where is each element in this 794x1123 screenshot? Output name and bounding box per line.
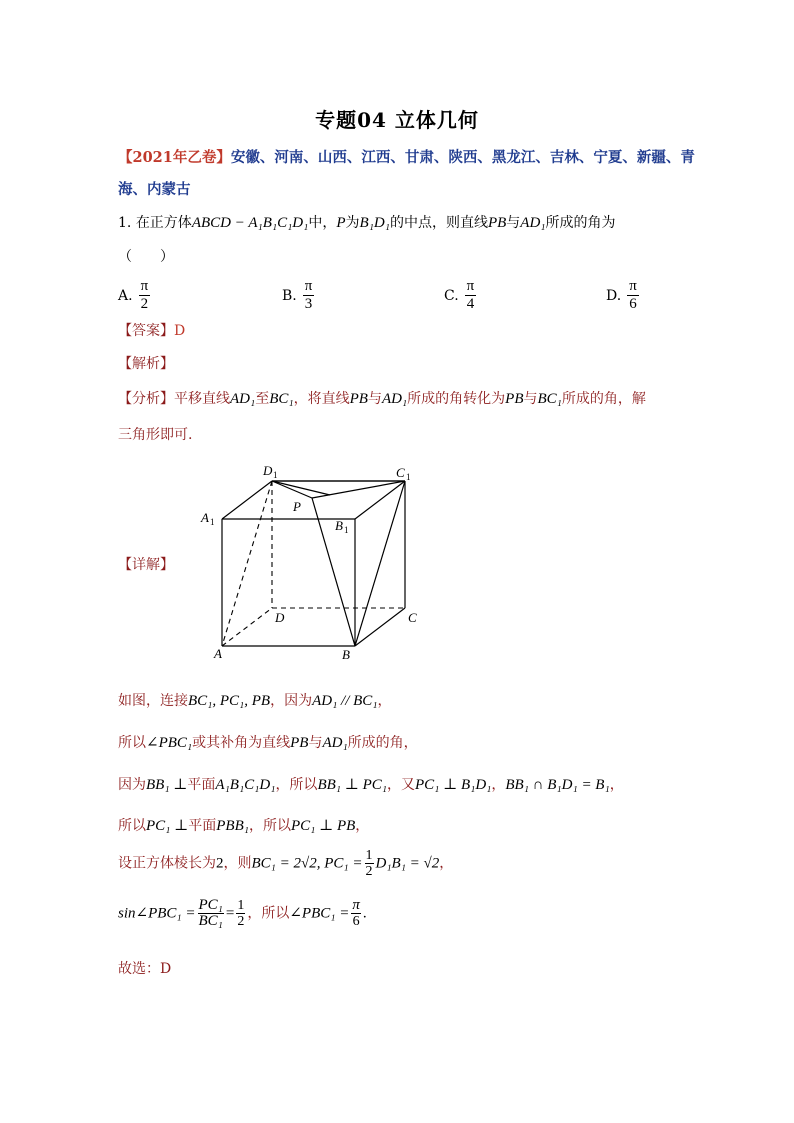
math-period: . — [362, 905, 367, 922]
fraction-numerator: π — [304, 278, 313, 294]
cube-figure — [195, 455, 435, 665]
analysis-text: 至 — [255, 391, 270, 407]
math-segment: B₁D₁ — [359, 215, 390, 231]
solution-line6 — [118, 898, 367, 929]
math-expr: BC₁, PC₁, PB — [188, 693, 271, 709]
label-p: P — [293, 499, 301, 514]
fraction-denominator: 6 — [629, 296, 637, 312]
solution-text: 因为 — [118, 777, 146, 793]
exam-source-tag: 【2021年乙卷】 — [118, 149, 231, 166]
fraction-denominator: BC₁ — [198, 913, 223, 929]
question-paren: （ ） — [118, 249, 174, 265]
label-a1-sub: 1 — [210, 517, 215, 527]
fraction-denominator: 6 — [352, 914, 360, 929]
segment-p-c1 — [312, 481, 405, 498]
answer-line — [118, 320, 185, 340]
math-line: PB — [487, 215, 507, 231]
solution-text: ，则 — [223, 855, 252, 872]
label-c: C — [408, 610, 417, 625]
question-stem — [118, 212, 616, 232]
solution-line1 — [118, 690, 392, 710]
fraction-numerator: π — [629, 278, 637, 294]
math-line: AD₁ — [520, 215, 546, 231]
option-c — [444, 278, 476, 313]
math-equals: = — [225, 905, 235, 922]
math-line: BC₁ — [269, 391, 294, 407]
solution-text: 所以 — [118, 735, 146, 751]
math-expr: PC₁ ⊥ B₁D₁ — [414, 777, 492, 793]
label-b1: B — [335, 518, 343, 533]
solution-line4 — [118, 815, 369, 835]
math-line: BC₁ — [537, 391, 562, 407]
option-letter: A. — [118, 287, 133, 304]
analysis-text: 与 — [367, 391, 382, 407]
fraction-pc1-bc1 — [198, 898, 224, 929]
solution-text: ，又 — [386, 777, 415, 793]
answer-tag: 【答案】 — [118, 323, 174, 339]
math-number: 2 — [216, 855, 224, 872]
math-expr: BC₁ = 2√2, PC₁ = — [251, 855, 363, 872]
solution-text: ，因为 — [270, 693, 313, 709]
label-d1: D — [263, 463, 273, 478]
label-c1: C — [396, 465, 405, 480]
math-expr: BB₁ ⊥ PC₁ — [317, 777, 387, 793]
option-fraction — [627, 278, 639, 313]
analysis-text: 与 — [523, 391, 538, 407]
fraction-pi-six — [351, 898, 361, 929]
math-expr: BB₁ ⊥ — [146, 777, 188, 793]
solution-text: ， — [609, 777, 624, 793]
option-fraction — [465, 278, 477, 313]
exam-source-line1 — [118, 146, 695, 167]
math-expr: sin∠PBC₁ = — [118, 905, 196, 922]
solution-text: ， — [355, 818, 370, 834]
analysis-text: ，将直线 — [293, 391, 350, 407]
fraction-denominator: 3 — [304, 296, 313, 312]
fraction-denominator: 2 — [237, 914, 245, 929]
analysis-text: 所成的角转化为 — [407, 391, 506, 407]
math-line: PB — [505, 391, 524, 407]
fraction-half — [365, 848, 374, 879]
option-letter: D. — [606, 287, 622, 304]
math-expr: PBB₁ — [216, 818, 249, 834]
option-d — [606, 278, 639, 313]
label-d: D — [275, 610, 285, 625]
solution-text: ， — [377, 693, 392, 709]
question-number: 1. — [118, 215, 132, 231]
fraction-numerator: π — [352, 897, 360, 913]
math-expr: ∠PBC₁ — [146, 735, 193, 751]
solution-text: 如图，连接 — [118, 693, 188, 709]
solution-text: 所以 — [118, 818, 146, 834]
solution-text: 设正方体棱长为 — [118, 855, 216, 872]
detail-tag: 【详解】 — [118, 557, 174, 573]
solution-text: 或其补角为直线 — [192, 735, 291, 751]
solution-text: 平面 — [187, 777, 216, 793]
math-line: PB — [349, 391, 368, 407]
math-line: AD₁ — [230, 391, 256, 407]
label-c1-sub: 1 — [406, 472, 411, 482]
option-fraction — [139, 278, 151, 313]
math-expr: ∠PBC₁ = — [289, 905, 350, 922]
solution-text: ，所以 — [275, 777, 318, 793]
math-expr: PB — [290, 735, 309, 751]
analysis-subtag: 【分析】 — [118, 391, 174, 407]
fraction-one-half — [236, 898, 245, 929]
solution-text: 所成的角， — [347, 735, 418, 751]
math-expr: D₁B₁ = √2 — [375, 855, 440, 872]
analysis-line1 — [118, 388, 646, 408]
solution-text: 与 — [308, 735, 323, 751]
option-b — [282, 278, 314, 313]
exam-regions: 安徽、河南、山西、江西、甘肃、陕西、黑龙江、吉林、宁夏、新疆、青 — [230, 149, 695, 166]
label-a: A — [214, 646, 222, 661]
fraction-numerator: 1 — [365, 848, 373, 863]
solution-text: ， — [491, 777, 506, 793]
edge-b-c — [355, 608, 405, 646]
segment-c1-b — [355, 481, 405, 646]
fraction-numerator: π — [466, 278, 475, 294]
page-title: 专题04 立体几何 — [315, 108, 479, 132]
analysis-line2: 三角形即可. — [118, 427, 193, 443]
option-fraction — [303, 278, 315, 313]
label-b: B — [342, 647, 350, 662]
hidden-segment-d1-a — [222, 481, 272, 646]
math-line: AD₁ — [381, 391, 408, 407]
analysis-tag: 【解析】 — [118, 356, 174, 372]
question-text: 所成的角为 — [545, 215, 616, 231]
fraction-numerator: 1 — [237, 898, 245, 913]
analysis-text: 平移直线 — [174, 391, 230, 407]
math-expr: PC₁ ⊥ PB — [290, 818, 356, 834]
question-text: 与 — [506, 215, 521, 231]
segment-p-b — [312, 498, 355, 646]
final-answer: 故选：D — [118, 961, 172, 977]
question-text: 中， — [308, 215, 337, 231]
analysis-text: 所成的角，解 — [561, 391, 646, 407]
label-a1: A — [201, 510, 209, 525]
math-expr: AD₁ — [322, 735, 348, 751]
solution-line3 — [118, 774, 624, 794]
solution-text: ，所以 — [247, 905, 290, 922]
hidden-edge-a-d — [222, 608, 272, 646]
option-letter: B. — [282, 287, 297, 304]
math-point: P — [336, 215, 346, 231]
math-cube: ABCD − A₁B₁C₁D₁ — [191, 215, 309, 231]
question-text: 为 — [345, 215, 360, 231]
solution-text: ，所以 — [248, 818, 291, 834]
solution-text: 平面 — [188, 818, 217, 834]
math-expr: PC₁ ⊥ — [146, 818, 189, 834]
question-text: 的中点，则直线 — [389, 215, 488, 231]
fraction-denominator: 2 — [140, 296, 149, 312]
fraction-numerator: π — [140, 278, 149, 294]
fraction-denominator: 4 — [466, 296, 475, 312]
edge-a1-d1 — [222, 481, 272, 519]
question-text: 在正方体 — [135, 215, 192, 231]
solution-line2 — [118, 732, 418, 752]
edge-c1-b1 — [355, 481, 405, 519]
option-a — [118, 278, 150, 313]
solution-text: ， — [439, 855, 454, 872]
fraction-denominator: 2 — [365, 864, 373, 879]
exam-source-line2: 海、内蒙古 — [118, 181, 191, 198]
fraction-numerator: PC₁ — [198, 897, 223, 913]
math-expr: AD₁ // BC₁ — [312, 693, 378, 709]
label-d1-sub: 1 — [273, 470, 278, 480]
answer-value: D — [174, 323, 186, 339]
option-letter: C. — [444, 287, 459, 304]
math-expr: BB₁ ∩ B₁D₁ = B₁ — [505, 777, 610, 793]
label-b1-sub: 1 — [344, 525, 349, 535]
solution-line5 — [118, 848, 453, 879]
math-expr: A₁B₁C₁D₁ — [215, 777, 276, 793]
